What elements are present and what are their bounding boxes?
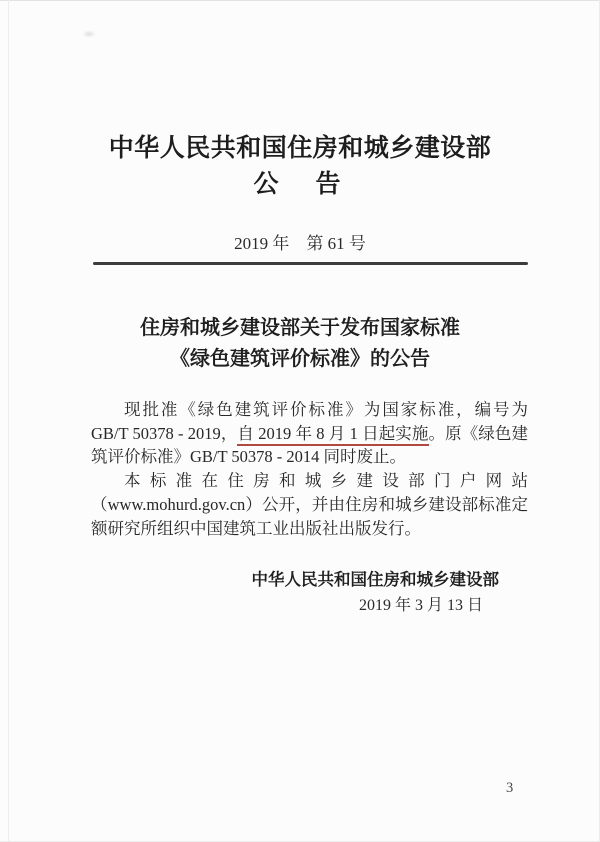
body-text <box>91 398 528 540</box>
ministry-title: 中华人民共和国住房和城乡建设部 <box>108 135 492 162</box>
subject-line-2: 《绿色建筑评价标准》的公告 <box>170 348 430 370</box>
divider-rule <box>93 262 528 265</box>
scan-edge-top <box>0 0 600 1</box>
signature-name: 中华人民共和国住房和城乡建设部 <box>251 570 499 589</box>
announcement-heading: 公 告 <box>253 171 347 198</box>
paragraph-approval <box>91 398 528 469</box>
scan-smudge-artifact <box>82 30 96 38</box>
document-number: 2019 年 第 61 号 <box>234 234 366 253</box>
para1-post: 。原《绿色建筑评价标准》GB/T 50378 - 2014 同时废止。 <box>91 423 529 467</box>
scan-edge-left <box>8 0 9 842</box>
signature-date: 2019 年 3 月 13 日 <box>358 597 483 614</box>
page-number: 3 <box>506 780 514 796</box>
subject-line-1: 住房和城乡建设部关于发布国家标准 <box>140 317 460 339</box>
para1-pre: 现批准《绿色建筑评价标准》为国家标准，编号为 GB/T 50378 - 2019， <box>91 400 528 443</box>
paragraph-publication: 本标准在住房和城乡建设部门户网站（www.mohurd.gov.cn）公开，并由住房和城乡建设部标准定额研究所组织中国建筑工业出版社出版发行。 <box>91 471 528 538</box>
subject-heading <box>0 313 600 375</box>
para1-effective-date-underlined: 自 2019 年 8 月 1 日起实施 <box>237 424 428 446</box>
